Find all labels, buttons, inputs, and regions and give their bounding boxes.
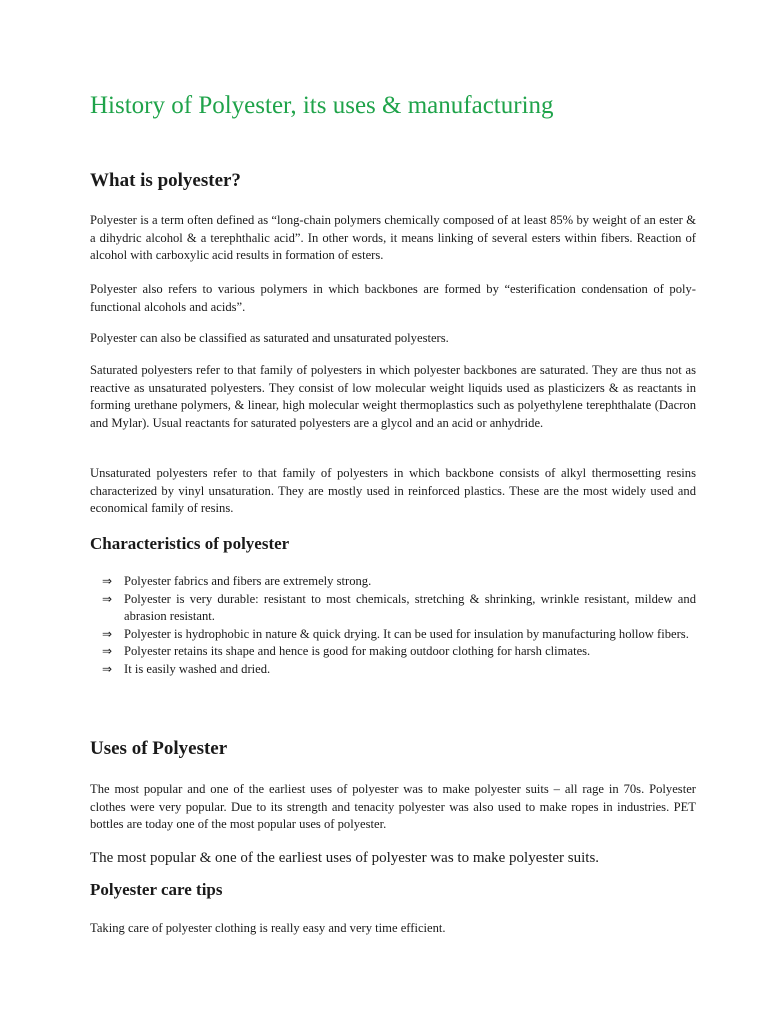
- double-arrow-icon: ⇒: [102, 574, 113, 588]
- paragraph-classification: Polyester can also be classified as saturated and unsaturated polyesters.: [90, 331, 449, 345]
- document-title: History of Polyester, its uses & manufacturing: [90, 92, 554, 119]
- list-item-text: Polyester is very durable: resistant to most chemicals, stretching & shrinking, wrinkle resistant, mildew and abrasion resistant.: [124, 591, 696, 623]
- section-heading-what-is-polyester: What is polyester?: [90, 170, 241, 191]
- double-arrow-icon: ⇒: [102, 661, 113, 676]
- list-item-text: Polyester fabrics and fibers are extremely strong.: [124, 574, 372, 588]
- list-item: [90, 643, 696, 661]
- list-item-text: Polyester retains its shape and hence is good for making outdoor clothing for harsh climates.: [124, 644, 591, 658]
- paragraph-uses: The most popular and one of the earliest uses of polyester was to make polyester suits – all rage in 70s. Polyester clothes were very popular. Due to its strength and tenacity polyester was also used to make ropes in industries. PET bottles are today one of the most popular uses of polyester.: [90, 782, 696, 831]
- list-item: [90, 661, 696, 679]
- double-arrow-icon: ⇒: [102, 591, 113, 606]
- paragraph-polymers: Polyester also refers to various polymers in which backbones are formed by “esterification condensation of poly-functional alcohols and acids”.: [90, 282, 696, 314]
- double-arrow-icon: ⇒: [102, 644, 113, 658]
- list-item: [90, 591, 696, 626]
- double-arrow-icon: ⇒: [102, 626, 113, 641]
- list-item: [90, 626, 696, 644]
- section-heading-characteristics: Characteristics of polyester: [90, 534, 290, 553]
- section-heading-care-tips: Polyester care tips: [90, 880, 223, 899]
- characteristics-list: [90, 573, 696, 678]
- section-heading-uses: Uses of Polyester: [90, 738, 228, 759]
- paragraph-care-tips: Taking care of polyester clothing is really easy and very time efficient.: [90, 921, 446, 935]
- paragraph-definition: Polyester is a term often defined as “long-chain polymers chemically composed of at least 85% by weight of an ester & a dihydric alcohol & a terephthalic acid”. In other words, it means linking of several esters within fibers. Reaction of alcohol with carboxylic acid results in formation of esters.: [90, 213, 696, 262]
- paragraph-unsaturated: Unsaturated polyesters refer to that family of polyesters in which backbone consists of alkyl thermosetting resins characterized by vinyl unsaturation. They are mostly used in reinforced plastics. These are the most widely used and economical family of resins.: [90, 466, 696, 515]
- list-item-text: Polyester is hydrophobic in nature & quick drying. It can be used for insulation by manufacturing hollow fibers.: [124, 626, 689, 641]
- paragraph-uses-summary: The most popular & one of the earliest uses of polyester was to make polyester suits.: [90, 850, 600, 866]
- list-item-text: It is easily washed and dried.: [124, 661, 271, 676]
- list-item: [90, 573, 696, 591]
- paragraph-saturated: Saturated polyesters refer to that family of polyesters in which polyester backbones are saturated. They are thus not as reactive as unsaturated polyesters. They consist of low molecular weight liquids used as plasticizers & as reactants in forming urethane polymers, & linear, high molecular weight thermoplastics such as polyethylene terephthalate (Dacron and Mylar). Usual reactants for saturated polyesters are a glycol and an acid or anhydride.: [90, 363, 696, 430]
